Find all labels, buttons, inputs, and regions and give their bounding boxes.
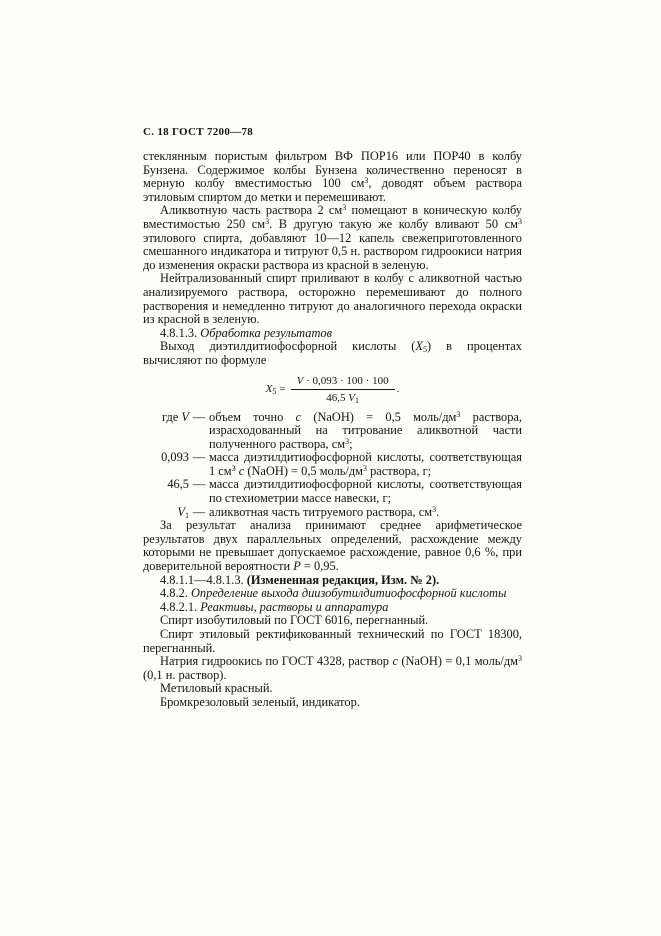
formula-variable bbox=[266, 383, 277, 395]
text-run: · 0,093 · 100 · 100 bbox=[303, 374, 389, 387]
text-run: Спирт этиловый ректификованный технический по ГОСТ 18300, перегнанный. bbox=[143, 627, 522, 655]
text-run: (0,1 н. раствор). bbox=[143, 667, 227, 682]
text-run: Натрия гидроокись по ГОСТ 4328, раствор bbox=[160, 654, 393, 669]
definition-dash: — bbox=[192, 504, 206, 519]
definition-list bbox=[143, 411, 522, 520]
text-run: 4.8.1.1—4.8.1.3. bbox=[160, 572, 247, 587]
text-run: 3 bbox=[518, 654, 523, 664]
definition-text bbox=[209, 506, 522, 520]
text-run: 1 bbox=[354, 395, 359, 405]
text-run: 3 bbox=[364, 176, 369, 186]
definition-item bbox=[143, 411, 522, 452]
text-run: Аликвотную часть раствора 2 см bbox=[160, 203, 343, 218]
document-content bbox=[143, 150, 522, 710]
formula-tail: . bbox=[396, 383, 400, 395]
text-run: 3 bbox=[518, 216, 522, 226]
text-run: V bbox=[296, 374, 304, 387]
text-run: 3 bbox=[231, 463, 236, 473]
definition-dash: — bbox=[192, 477, 206, 492]
text-run: масса диэтилдитиофосфорной кислоты, соответствующая 1 см bbox=[209, 450, 522, 478]
text-run: где bbox=[162, 409, 182, 424]
text-run: 3 bbox=[342, 203, 347, 213]
text-run: 5 bbox=[422, 345, 427, 355]
fraction bbox=[291, 375, 395, 404]
text-run: 46,5 bbox=[167, 477, 189, 492]
text-run: . В другую такую же колбу вливают 50 см bbox=[269, 216, 518, 231]
paragraph bbox=[143, 614, 522, 628]
fraction-numerator bbox=[291, 375, 395, 390]
text-run: За результат анализа принимают среднее арифметическое результатов двух параллельных определений, расхождение между которыми не превышает допускаемое расхождение, равное 0,6 %, при доверительной вероятности bbox=[143, 518, 522, 574]
text-run: V bbox=[181, 409, 189, 424]
text-run: помещают в коническую колбу вместимостью 250 см bbox=[143, 203, 522, 231]
text-run: 46,5 bbox=[326, 391, 349, 404]
page-header: С. 18 ГОСТ 7200—78 bbox=[143, 126, 254, 138]
text-run: с bbox=[238, 463, 245, 478]
text-run: 3 bbox=[265, 216, 270, 226]
definition-item bbox=[143, 451, 522, 478]
text-run: Нейтрализованный спирт приливают в колбу с аликвотной частью анализируемого раствора, осторожно перемешивают до полного растворения и немедленно титруют до аналогичного перехода окраски из красной в зеленую. bbox=[143, 271, 522, 327]
paragraph bbox=[143, 272, 522, 326]
text-run: (NaOH) = 0,5 моль/дм bbox=[244, 463, 364, 478]
definition-term bbox=[143, 506, 189, 520]
fraction-denominator bbox=[326, 390, 359, 404]
text-run: (Измененная редакция, Изм. № 2). bbox=[246, 572, 440, 587]
text-run: (NaOH) = 0,5 моль/дм bbox=[301, 409, 457, 424]
text-run: 4.8.2.1. bbox=[160, 599, 201, 614]
text-run: = 0,95. bbox=[300, 559, 339, 574]
text-run: ; bbox=[349, 436, 353, 451]
paragraph bbox=[143, 519, 522, 573]
text-run: 3 bbox=[363, 463, 368, 473]
paragraph bbox=[143, 150, 522, 204]
text-run: 3 bbox=[456, 409, 461, 419]
text-run: с bbox=[295, 409, 302, 424]
text-run: 1 bbox=[185, 510, 189, 520]
paragraph bbox=[143, 628, 522, 655]
definition-text bbox=[209, 478, 522, 505]
text-run: с bbox=[392, 654, 398, 669]
text-run: 4.8.1.3. bbox=[160, 325, 201, 340]
text-run: ) в процентах вычисляют по формуле bbox=[143, 339, 523, 367]
definition-term bbox=[143, 411, 189, 452]
text-run: этилового спирта, добавляют 10—12 капель свежеприготовленного смешанного индикатора и титруют 0,5 н. раствором гидроокиси натрия до изменения окраски раствора из красной в зеленую. bbox=[143, 230, 522, 272]
text-run: X bbox=[415, 339, 423, 354]
paragraph bbox=[143, 327, 522, 341]
paragraph bbox=[143, 696, 522, 710]
definition-text bbox=[209, 411, 522, 452]
paragraph bbox=[143, 655, 522, 682]
definition-dash: — bbox=[192, 409, 206, 424]
text-run: 3 bbox=[432, 504, 437, 514]
text-run: Выход диэтилдитиофосфорной кислоты ( bbox=[160, 339, 416, 354]
definition-term bbox=[143, 478, 189, 505]
definition-text bbox=[209, 451, 522, 478]
equals-sign: = bbox=[279, 383, 286, 395]
text-run: 3 bbox=[345, 436, 350, 446]
text-run: Реактивы, растворы и аппаратура bbox=[200, 599, 389, 614]
text-run: Бромкрезоловый зеленый, индикатор. bbox=[160, 694, 360, 709]
text-run: раствора, г; bbox=[367, 463, 432, 478]
definition-item bbox=[143, 478, 522, 505]
text-run: масса диэтилдитиофосфорной кислоты, соответствующая по стехиометрии массе навески, г; bbox=[209, 477, 522, 506]
definition-item bbox=[143, 506, 522, 520]
text-run: стеклянным пористым фильтром ВФ ПОР16 или ПОР40 в колбу Бунзена. Содержимое колбы Бунзена количественно переносят в мерную колбу вместимостью 100 см bbox=[143, 149, 522, 191]
paragraph bbox=[143, 601, 522, 615]
definition-term bbox=[143, 451, 189, 478]
paragraph bbox=[143, 204, 522, 272]
text-run: X bbox=[265, 383, 273, 395]
text-run: объем точно bbox=[209, 409, 296, 424]
text-run: V bbox=[348, 391, 355, 404]
text-run: 5 bbox=[272, 387, 277, 396]
text-run: , доводят объем раствора этиловым спиртом до метки и перемешивают. bbox=[143, 176, 522, 204]
definition-dash: — bbox=[192, 450, 206, 465]
paragraph bbox=[143, 587, 522, 601]
paragraph bbox=[143, 574, 522, 588]
text-run: Метиловый красный. bbox=[160, 681, 273, 696]
text-run: (NaOH) = 0,1 моль/дм bbox=[397, 654, 519, 669]
text-run: . bbox=[436, 504, 440, 519]
text-run: 4.8.2. bbox=[160, 586, 191, 601]
paragraph bbox=[143, 682, 522, 696]
text-run: раствора, израсходованный на титрование аликвотной части полученного раствора, см bbox=[209, 409, 522, 451]
text-run: Определение выхода диизобутилдитиофосфорной кислоты bbox=[190, 586, 507, 601]
text-run: аликвотная часть титруемого раствора, см bbox=[209, 504, 433, 519]
text-run: Спирт изобутиловый по ГОСТ 6016, перегнанный. bbox=[160, 613, 429, 628]
paragraph bbox=[143, 340, 522, 367]
text-run: V bbox=[177, 504, 185, 519]
formula bbox=[143, 375, 522, 404]
text-run: 0,093 bbox=[161, 450, 189, 465]
text-run: P bbox=[293, 559, 301, 574]
text-run: Обработка результатов bbox=[200, 325, 332, 340]
